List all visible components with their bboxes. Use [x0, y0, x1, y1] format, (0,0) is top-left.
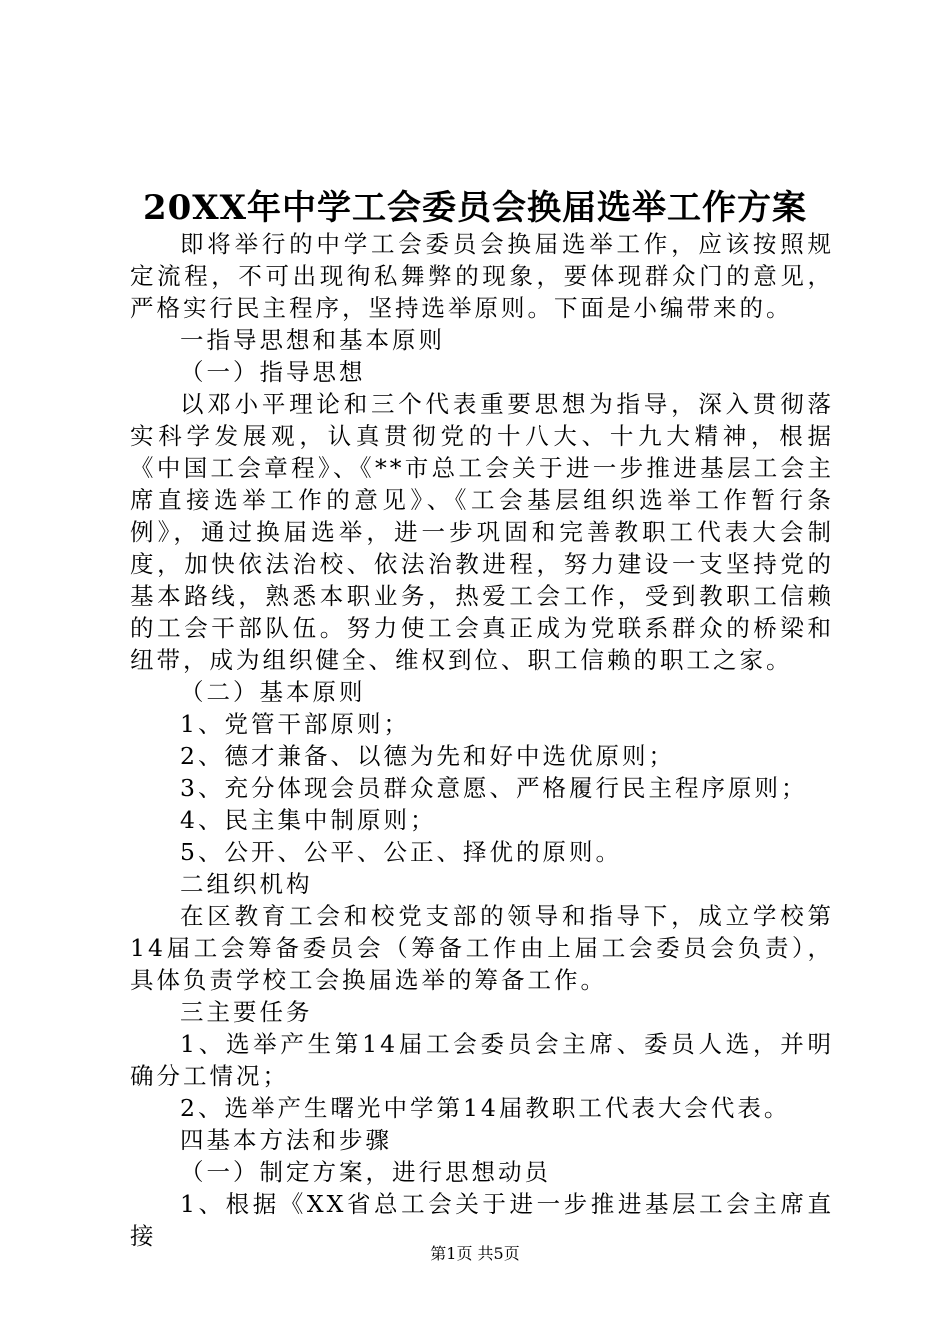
principle-item-5: 5、公开、公平、公正、择优的原则。 — [180, 838, 622, 866]
section-heading-3: 三主要任务 — [180, 998, 313, 1026]
method-item-1: 1、根据《XX省总工会关于进一步推进基层工会主席直接 — [130, 1190, 834, 1250]
section-heading-4: 四基本方法和步骤 — [180, 1126, 392, 1154]
subsection-heading-4-1: （一）制定方案，进行思想动员 — [180, 1158, 551, 1186]
principle-item-2: 2、德才兼备、以德为先和好中选优原则； — [180, 742, 675, 770]
principle-item-1: 1、党管干部原则； — [180, 710, 410, 738]
document-body — [130, 228, 834, 1252]
subsection-heading-1-2: （二）基本原则 — [180, 678, 366, 706]
principle-item-4: 4、民主集中制原则； — [180, 806, 437, 834]
subsection-heading-1-1: （一）指导思想 — [180, 358, 366, 386]
document-title: 20XX年中学工会委员会换届选举工作方案 — [142, 188, 808, 228]
organization-paragraph: 在区教育工会和校党支部的领导和指导下，成立学校第14届工会筹备委员会（筹备工作由上届工会委员会负责），具体负责学校工会换届选举的筹备工作。 — [130, 902, 834, 994]
section-heading-2: 二组织机构 — [180, 870, 313, 898]
section-heading-1: 一指导思想和基本原则 — [180, 326, 445, 354]
task-item-1: 1、选举产生第14届工会委员会主席、委员人选，并明确分工情况； — [130, 1030, 834, 1090]
task-item-2: 2、选举产生曙光中学第14届教职工代表大会代表。 — [180, 1094, 791, 1122]
intro-paragraph: 即将举行的中学工会委员会换届选举工作，应该按照规定流程，不可出现徇私舞弊的现象，要体现群众门的意见，严格实行民主程序，坚持选举原则。下面是小编带来的。 — [130, 230, 834, 322]
page-footer: 第1页 共5页 — [430, 1244, 520, 1263]
principle-item-3: 3、充分体现会员群众意愿、严格履行民主程序原则； — [180, 774, 808, 802]
guiding-thought-paragraph: 以邓小平理论和三个代表重要思想为指导，深入贯彻落实科学发展观，认真贯彻党的十八大、十九大精神，根据《中国工会章程》、《**市总工会关于进一步推进基层工会主席直接选举工作的意见》、《工会基层组织选举工作暂行条例》，通过换届选举，进一步巩固和完善教职工代表大会制度，加快依法治校、依法治教进程，努力建设一支坚持党的基本路线，熟悉本职业务，热爱工会工作，受到教职工信赖的工会干部队伍。努力使工会真正成为党联系群众的桥梁和纽带，成为组织健全、维权到位、职工信赖的职工之家。 — [130, 390, 834, 674]
